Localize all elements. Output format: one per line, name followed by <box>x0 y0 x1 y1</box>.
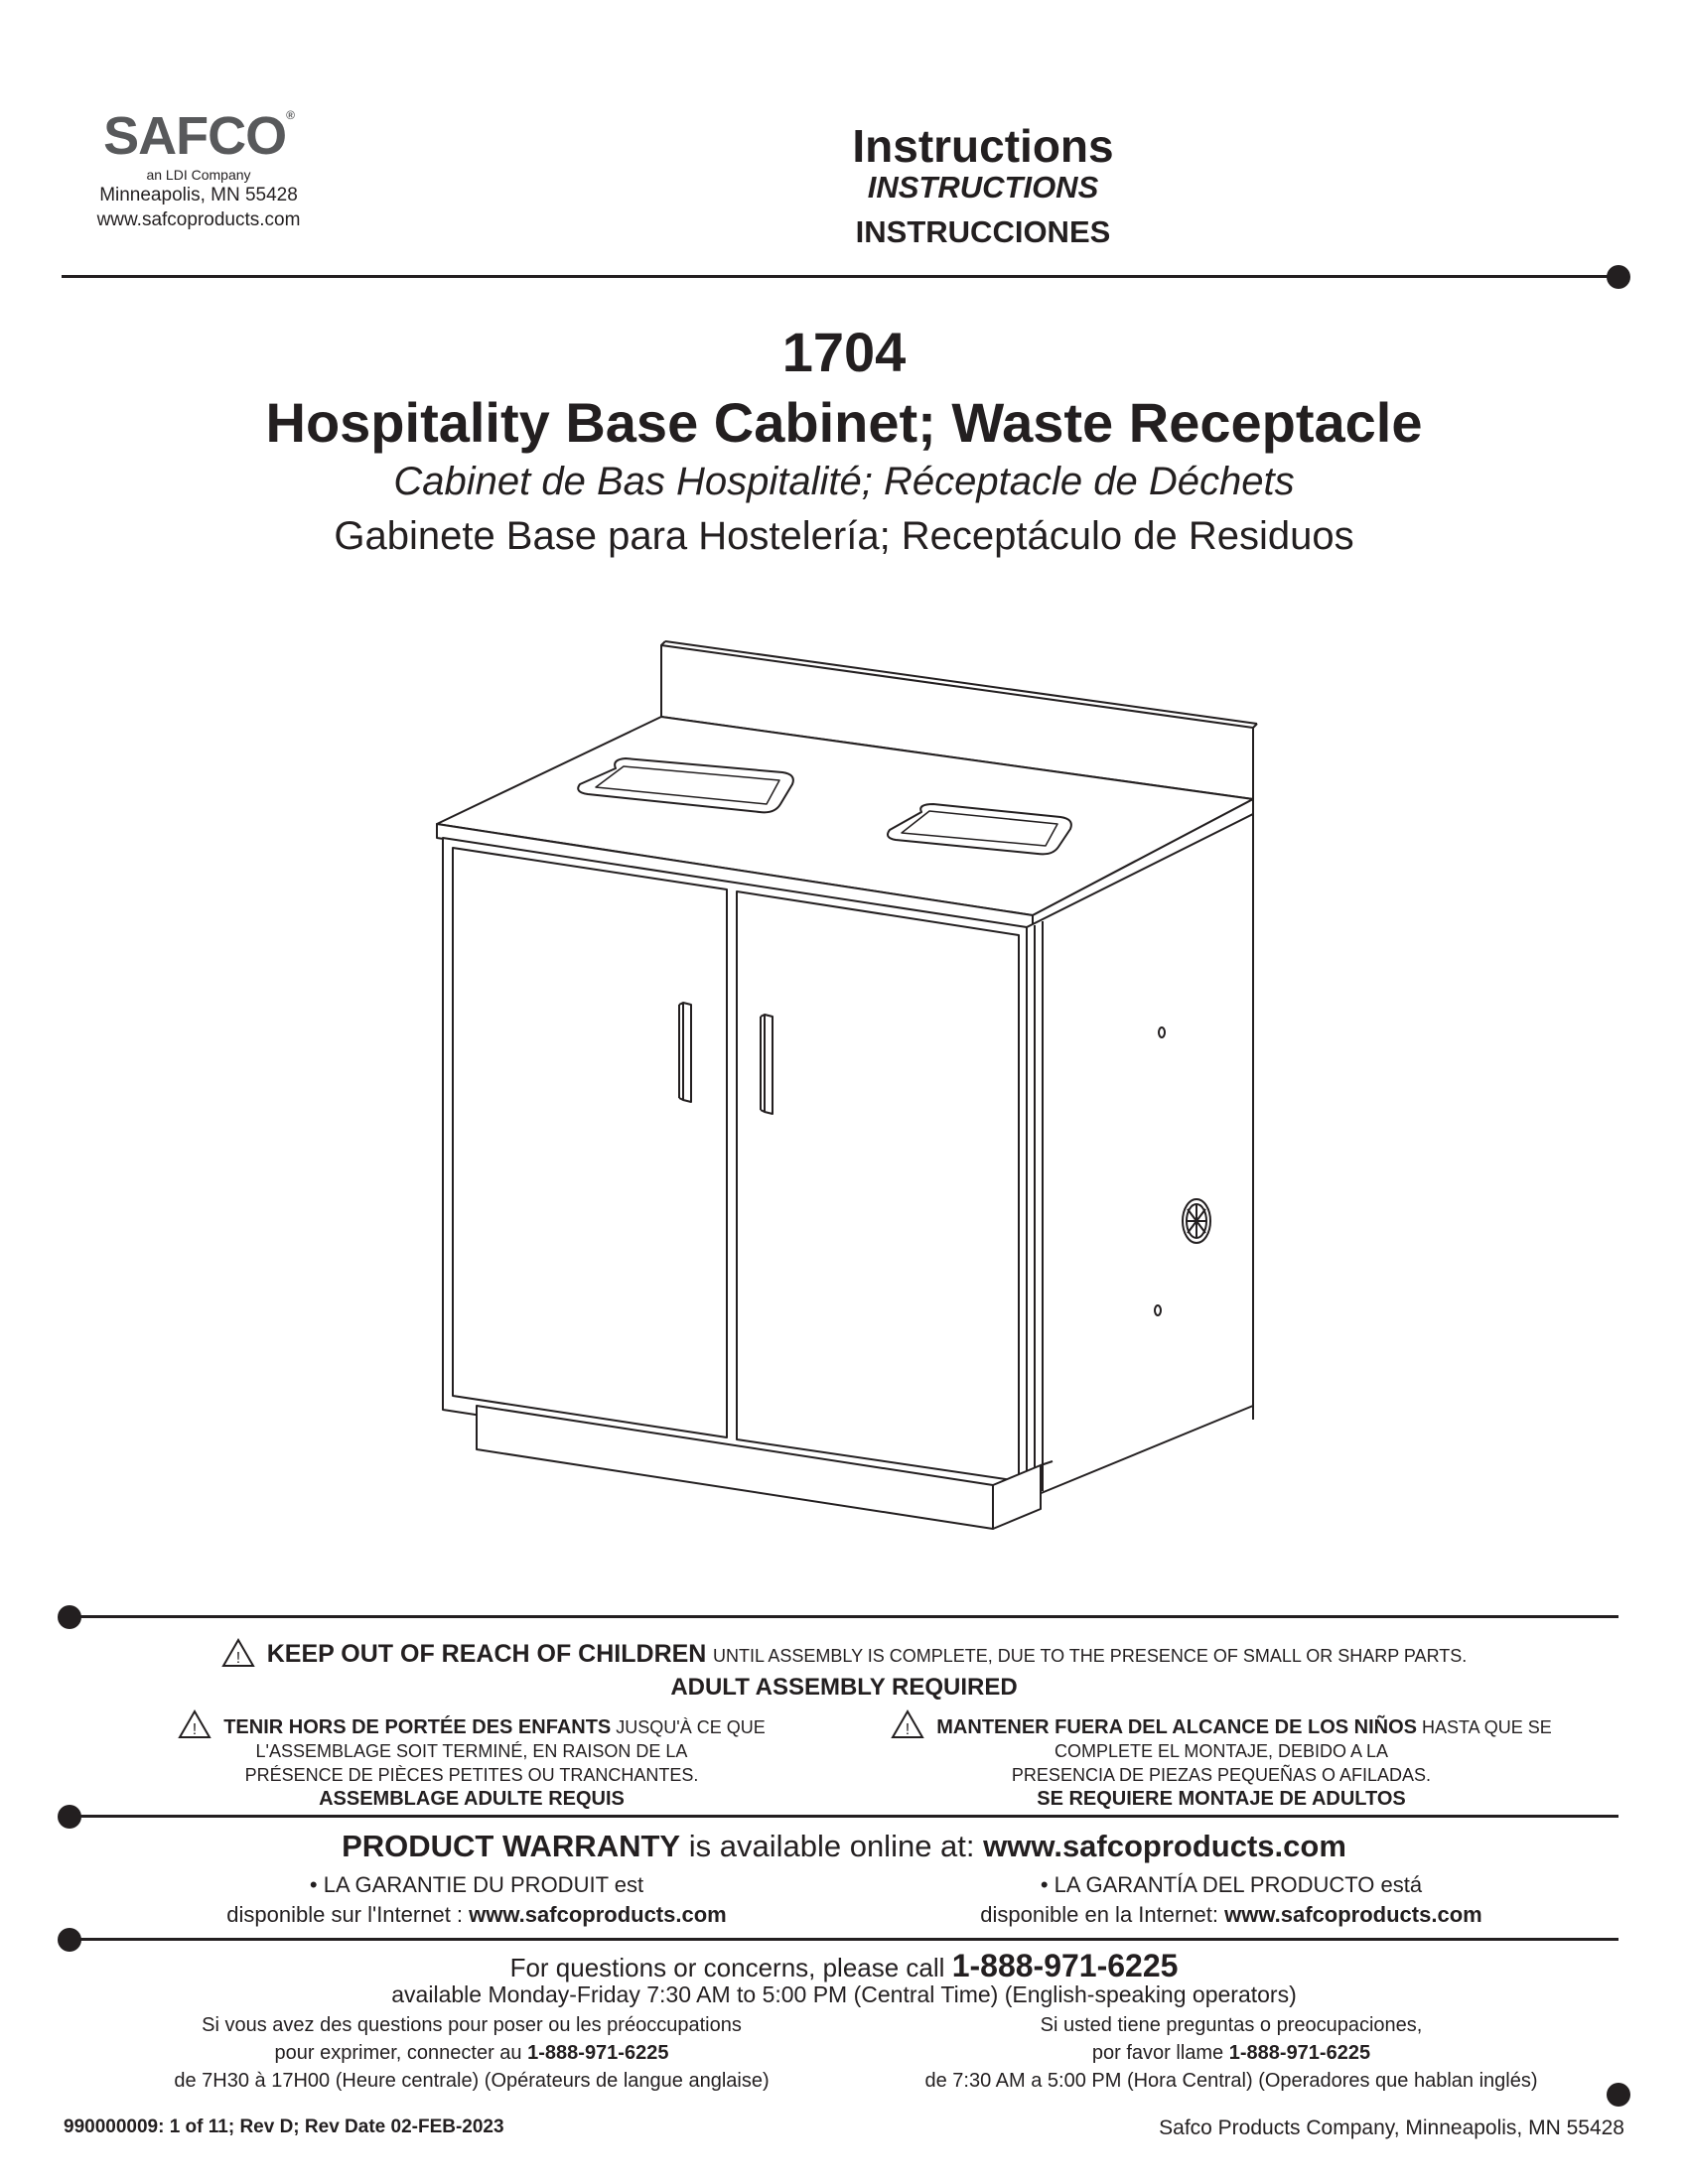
warranty-fr-line2: disponible sur l'Internet : <box>226 1902 464 1927</box>
warning-es-rest3: PRESENCIA DE PIEZAS PEQUEÑAS O AFILADAS. <box>1011 1765 1432 1785</box>
warranty-fr <box>119 1870 834 1930</box>
warranty-es-url[interactable]: www.safcoproducts.com <box>1224 1902 1482 1927</box>
contact-phone[interactable]: 1-888-971-6225 <box>951 1948 1179 1983</box>
document-info: 990000009: 1 of 11; Rev D; Rev Date 02-FEB-2023 <box>64 2116 504 2137</box>
warranty-bold: PRODUCT WARRANTY <box>342 1829 681 1863</box>
warning-fr-rest3: PRÉSENCE DE PIÈCES PETITES OU TRANCHANTES. <box>244 1765 699 1785</box>
warranty-es-line2: disponible en la Internet: <box>980 1902 1219 1927</box>
warning-fr <box>114 1709 829 1811</box>
grommet <box>1183 1199 1210 1243</box>
company-city: Minneapolis, MN 55428 <box>99 185 298 205</box>
contact-fr-phone[interactable]: 1-888-971-6225 <box>527 2042 669 2064</box>
warranty-divider <box>62 1815 1618 1818</box>
warning-es <box>864 1709 1579 1811</box>
warning-divider-dot <box>58 1605 81 1629</box>
company-website: www.safcoproducts.com <box>96 209 301 230</box>
warning-es-rest1: HASTA QUE SE <box>1422 1717 1552 1737</box>
warranty-url[interactable]: www.safcoproducts.com <box>983 1829 1346 1863</box>
cabinet-door-right <box>737 891 1019 1481</box>
warranty-text: is available online at: <box>688 1829 975 1863</box>
warning-en-bold: KEEP OUT OF REACH OF CHILDREN <box>266 1640 707 1668</box>
contact-fr-line2: pour exprimer, connecter au <box>274 2042 522 2064</box>
warning-fr-rest1: JUSQU'À CE QUE <box>616 1717 766 1737</box>
header-divider <box>62 275 1618 278</box>
product-title-en: Hospitality Base Cabinet; Waste Receptacle <box>265 391 1423 454</box>
cabinet-door-left <box>453 848 727 1437</box>
adult-assembly-fr: ASSEMBLAGE ADULTE REQUIS <box>319 1788 625 1810</box>
model-number: 1704 <box>781 321 907 383</box>
warning-divider-top <box>62 1615 1618 1618</box>
product-title-es: Gabinete Base para Hostelería; Receptáculo de Residuos <box>334 514 1354 558</box>
svg-text:!: ! <box>235 1650 240 1667</box>
brand-tagline: an LDI Company <box>146 167 251 183</box>
warning-en-rest: UNTIL ASSEMBLY IS COMPLETE, DUE TO THE PRESENCE OF SMALL OR SHARP PARTS. <box>713 1646 1468 1666</box>
warranty-es <box>874 1870 1589 1930</box>
contact-es-line2: por favor llame <box>1091 2042 1224 2064</box>
contact-es-phone[interactable]: 1-888-971-6225 <box>1228 2042 1371 2064</box>
footer-company: Safco Products Company, Minneapolis, MN 55428 <box>1159 2116 1624 2139</box>
contact-fr <box>114 2011 829 2095</box>
instructions-heading-fr: INSTRUCTIONS <box>867 170 1099 205</box>
svg-text:!: ! <box>906 1721 911 1738</box>
instructions-heading-es: INSTRUCCIONES <box>855 214 1111 249</box>
company-logo-block <box>60 106 338 232</box>
contact-call-line <box>0 1948 1688 1984</box>
warning-fr-rest2: L'ASSEMBLAGE SOIT TERMINÉ, EN RAISON DE LA <box>255 1741 688 1761</box>
cabinet-illustration <box>417 635 1271 1549</box>
contact-es-line3: de 7:30 AM a 5:00 PM (Hora Central) (Operadores que hablan inglés) <box>924 2070 1538 2092</box>
contact-es <box>874 2011 1589 2095</box>
header-divider-dot <box>1607 265 1630 289</box>
contact-call-text: For questions or concerns, please call <box>509 1953 945 1982</box>
contact-divider <box>62 1938 1618 1941</box>
warranty-line <box>0 1829 1688 1864</box>
warning-triangle-icon <box>221 1638 255 1668</box>
adult-assembly-en: ADULT ASSEMBLY REQUIRED <box>670 1674 1018 1701</box>
warranty-es-line1: • LA GARANTÍA DEL PRODUCTO está <box>1040 1872 1423 1897</box>
warranty-fr-url[interactable]: www.safcoproducts.com <box>469 1902 727 1927</box>
warning-triangle-icon <box>891 1709 924 1739</box>
svg-text:!: ! <box>192 1721 198 1738</box>
adult-assembly-es: SE REQUIERE MONTAJE DE ADULTOS <box>1037 1788 1406 1810</box>
brand-logo: SAFCO® <box>103 106 294 166</box>
warranty-fr-line1: • LA GARANTIE DU PRODUIT est <box>309 1872 644 1897</box>
contact-fr-line1: Si vous avez des questions pour poser ou les préoccupations <box>202 2014 742 2036</box>
warranty-divider-dot <box>58 1805 81 1829</box>
warning-en <box>0 1638 1688 1669</box>
contact-es-line1: Si usted tiene preguntas o preocupaciones, <box>1040 2014 1423 2036</box>
cabinet-side <box>1027 814 1253 1499</box>
product-title-fr: Cabinet de Bas Hospitalité; Réceptacle de Déchets <box>393 460 1295 503</box>
warning-triangle-icon <box>178 1709 211 1739</box>
warning-fr-bold: TENIR HORS DE PORTÉE DES ENFANTS <box>223 1716 612 1738</box>
warning-es-bold: MANTENER FUERA DEL ALCANCE DE LOS NIÑOS <box>936 1716 1417 1738</box>
instructions-heading-en: Instructions <box>852 120 1114 172</box>
contact-availability: available Monday-Friday 7:30 AM to 5:00 PM (Central Time) (English-speaking operators) <box>391 1981 1297 2007</box>
contact-fr-line3: de 7H30 à 17H00 (Heure centrale) (Opérateurs de langue anglaise) <box>174 2070 770 2092</box>
footer-dot <box>1607 2083 1630 2107</box>
warning-es-rest2: COMPLETE EL MONTAJE, DEBIDO A LA <box>1054 1741 1389 1761</box>
